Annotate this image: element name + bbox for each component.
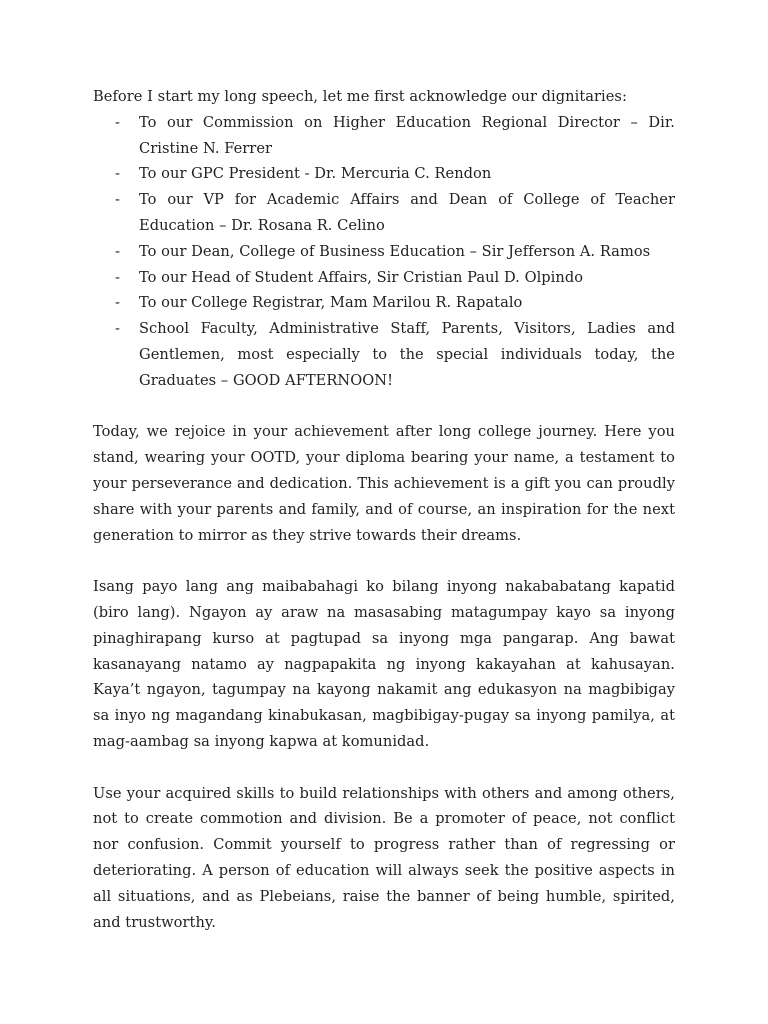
acknowledgement-text: To our Dean, College of Business Education – Sir Jefferson A. Ramos: [139, 242, 651, 260]
acknowledgement-text: To our Head of Student Affairs, Sir Cristian Paul D. Olpindo: [139, 268, 584, 286]
acknowledgement-item: [93, 290, 675, 316]
bullet-dash: -: [115, 320, 120, 338]
acknowledgement-text: To our GPC President - Dr. Mercuria C. Rendon: [139, 165, 492, 183]
bullet-dash: -: [115, 191, 120, 209]
acknowledgement-text: To our VP for Academic Affairs and Dean of College of Teacher Education – Dr. Rosana R. Celino: [139, 191, 675, 234]
paragraph-achievement: Today, we rejoice in your achievement after long college journey. Here you stand, wearing your OOTD, your diploma bearing your name, a testament to your perseverance and dedication. This achievement is a gift you can proudly share with your parents and family, and of course, an inspiration for the next generation to mirror as they strive towards their dreams.: [93, 423, 675, 544]
paragraph-skills: Use your acquired skills to build relationships with others and among others, not to create commotion and division. Be a promoter of peace, not conflict nor confusion. Commit yourself to progress rather than of regressing or deteriorating. A person of education will always seek the positive aspects in all situations, and as Plebeians, raise the banner of being humble, spirited, and trustworthy.: [93, 784, 675, 931]
acknowledgement-text: To our College Registrar, Mam Marilou R. Rapatalo: [139, 294, 523, 312]
speech-document: [93, 84, 675, 935]
acknowledgement-item: [93, 239, 675, 265]
paragraph-filipino-advice: Isang payo lang ang maibabahagi ko bilang inyong nakababatang kapatid (biro lang). Ngayon ay araw na masasabing matagumpay kayo sa inyong pinaghirapang kurso at pagtupad sa inyong mga pangarap. Ang bawat kasanayang natamo ay nagpapakita ng inyong kakayahan at kahusayan. Kaya’t ngayon, tagumpay na kayong nakamit ang edukasyon na magbibigay sa inyo ng magandang kinabukasan, magbibigay-pugay sa inyong pamilya, at mag-aambag sa inyong kapwa at komunidad.: [93, 578, 675, 750]
bullet-dash: -: [115, 165, 120, 183]
bullet-dash: -: [115, 294, 120, 312]
acknowledgement-text: School Faculty, Administrative Staff, Parents, Visitors, Ladies and Gentlemen, most especially to the special individuals today, the Graduates – GOOD AFTERNOON!: [139, 320, 675, 389]
bullet-dash: -: [115, 113, 120, 131]
bullet-dash: -: [115, 268, 120, 286]
bullet-dash: -: [115, 242, 120, 260]
acknowledgement-item: [93, 265, 675, 291]
acknowledgement-item: [93, 187, 675, 239]
acknowledgement-text: To our Commission on Higher Education Regional Director – Dir. Cristine N. Ferrer: [139, 113, 675, 157]
acknowledgement-list: [93, 110, 675, 394]
acknowledgement-item: [93, 110, 675, 162]
acknowledgement-item: [93, 161, 675, 187]
acknowledgement-item: [93, 316, 675, 393]
intro-line: Before I start my long speech, let me first acknowledge our dignitaries:: [93, 88, 627, 105]
